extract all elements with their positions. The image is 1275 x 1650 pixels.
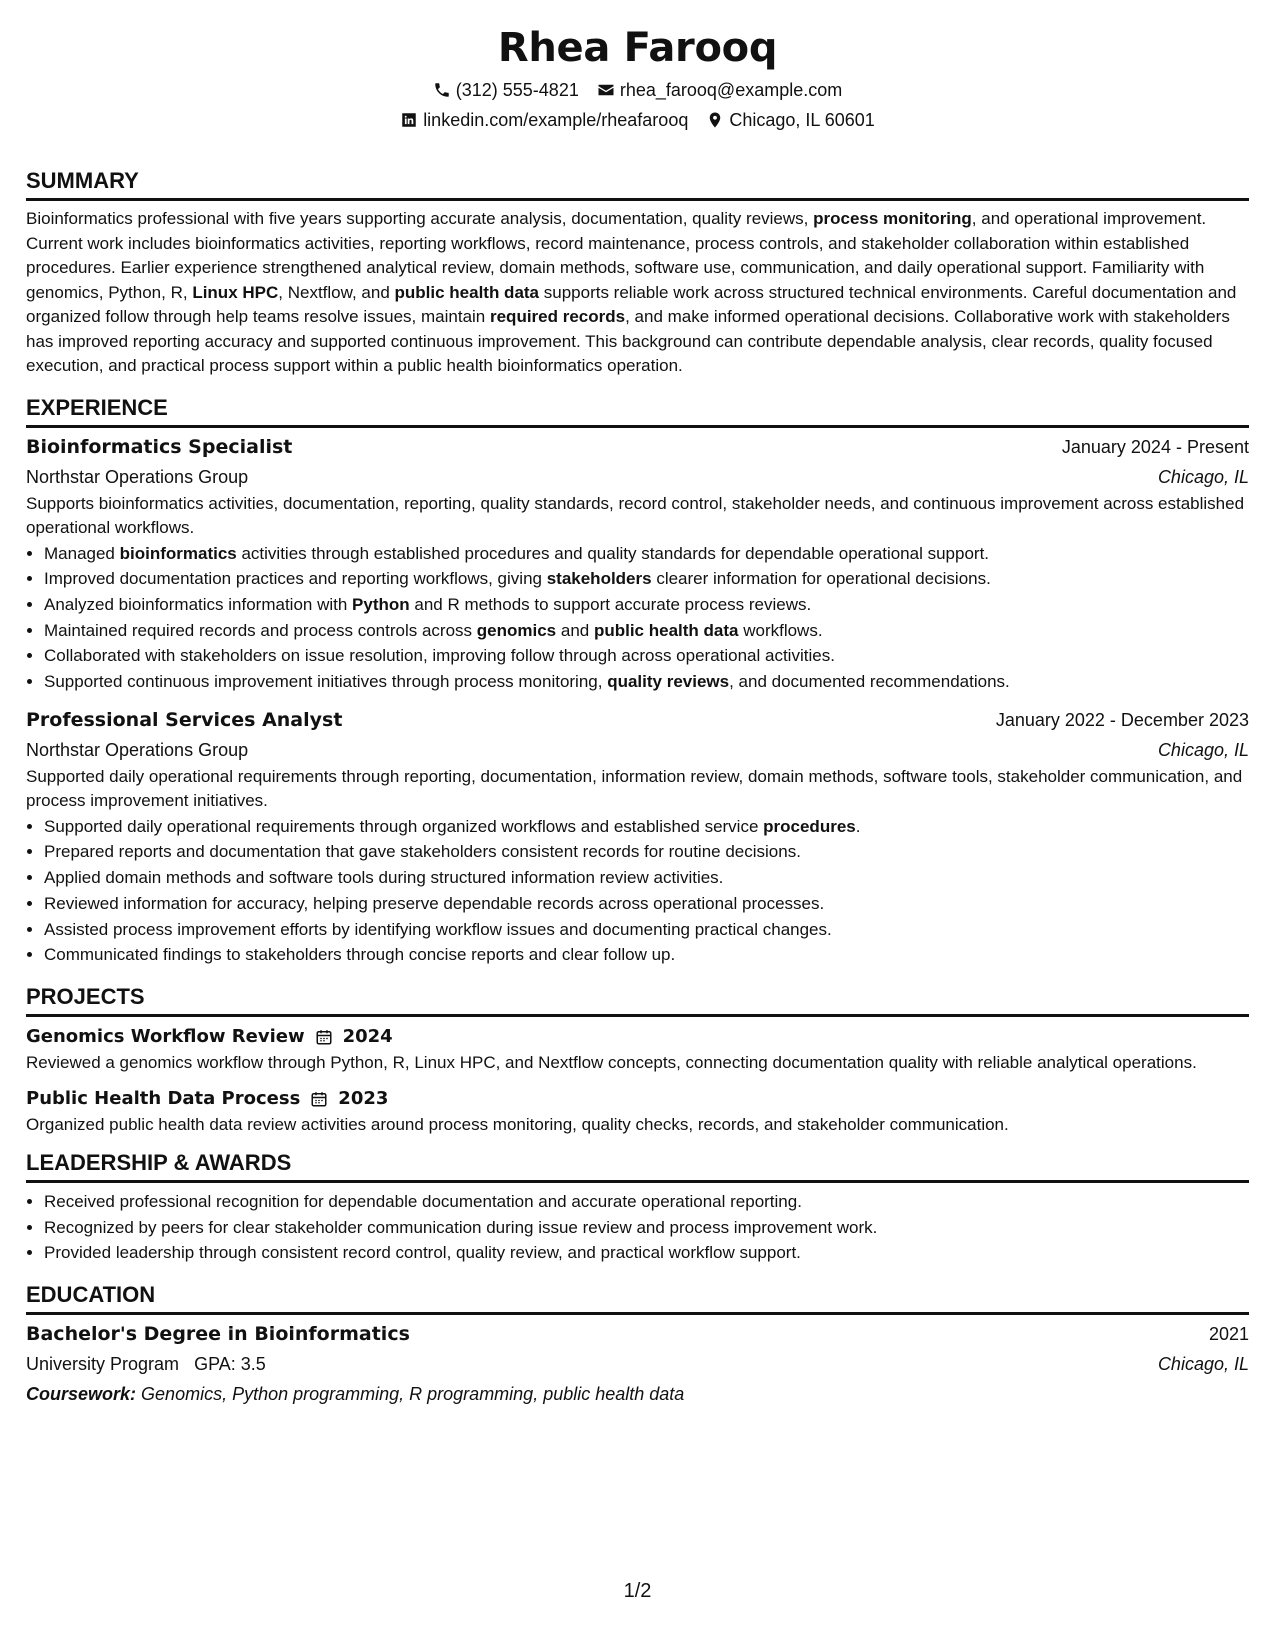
project-year: 2024	[342, 1025, 393, 1047]
project-entry-1	[26, 1023, 1249, 1076]
experience-section	[26, 393, 1249, 968]
job-title: Bioinformatics Specialist	[26, 435, 293, 458]
envelope-icon	[597, 81, 615, 99]
job-bullets	[26, 541, 1249, 695]
job-entry-2	[26, 705, 1249, 968]
leadership-bullets	[26, 1189, 1249, 1266]
map-pin-icon	[706, 111, 724, 129]
resume-page	[26, 22, 1249, 1409]
calendar-icon	[315, 1028, 333, 1046]
list-item: • Communicated findings to stakeholders through concise reports and clear follow up.	[44, 942, 1249, 968]
project-year: 2023	[338, 1088, 389, 1110]
list-item: • Reviewed information for accuracy, helping preserve dependable records across operational processes.	[44, 891, 1249, 917]
section-title-summary: SUMMARY	[26, 166, 1249, 201]
location-text: Chicago, IL 60601	[729, 110, 875, 130]
education-program: University Program GPA: 3.5	[26, 1354, 266, 1375]
list-item: • Received professional recognition for dependable documentation and accurate operational reporting.	[44, 1189, 1249, 1215]
page-number: 1/2	[623, 1580, 652, 1602]
project-description: Reviewed a genomics workflow through Python, R, Linux HPC, and Nextflow concepts, connecting documentation quality with reliable analytical operations.	[26, 1052, 1197, 1072]
coursework: Coursework: Genomics, Python programming, R programming, public health data	[26, 1384, 685, 1405]
summary-paragraph: Bioinformatics professional with five years supporting accurate analysis, documentation, quality reviews, process monitoring, and operational improvement. Current work includes bioinformatics activities, reporting workflows, record maintenance, process controls, and stakeholder collaboration within established procedures. Earlier experience strengthened analytical review, domain methods, software use, communication, and daily operational support. Familiarity with genomics, Python, R, Linux HPC, Nextflow, and public health data supports reliable work across structured technical environments. Careful documentation and organized follow through help teams resolve issues, maintain required records, and make informed operational decisions. Collaborative work with stakeholders has improved reporting accuracy and supported continuous improvement. This background can contribute dependable analysis, clear records, quality focused execution, and practical process support within a public health bioinformatics operation.	[26, 209, 1237, 375]
graduation-year: 2021	[1208, 1324, 1249, 1345]
job-location: Chicago, IL	[1157, 466, 1249, 487]
phone-icon	[433, 81, 451, 99]
list-item: • Analyzed bioinformatics information with Python and R methods to support accurate process reviews.	[44, 592, 1249, 618]
list-item: • Provided leadership through consistent record control, quality review, and practical workflow support.	[44, 1240, 1249, 1266]
section-title-experience: EXPERIENCE	[26, 393, 1249, 428]
contact-row-1	[26, 76, 1249, 104]
job-title: Professional Services Analyst	[26, 708, 343, 731]
phone-contact	[433, 76, 579, 104]
resume-header	[26, 22, 1249, 134]
education-section	[26, 1280, 1249, 1409]
section-title-projects: PROJECTS	[26, 982, 1249, 1017]
list-item: • Maintained required records and process controls across genomics and public health data workflows.	[44, 618, 1249, 644]
gpa: GPA: 3.5	[194, 1354, 266, 1375]
contact-row-2	[26, 106, 1249, 134]
project-name: Public Health Data Process	[26, 1088, 301, 1110]
job-company: Northstar Operations Group	[26, 739, 249, 760]
job-date: January 2024 - Present	[1061, 436, 1249, 457]
job-location: Chicago, IL	[1157, 739, 1249, 760]
job-company: Northstar Operations Group	[26, 466, 249, 487]
linkedin-url[interactable]: linkedin.com/example/rheafarooq	[423, 110, 689, 130]
list-item: • Recognized by peers for clear stakeholder communication during issue review and process improvement work.	[44, 1215, 1249, 1241]
phone-number: (312) 555-4821	[455, 80, 579, 100]
email-contact[interactable]	[597, 76, 842, 104]
job-description: Supported daily operational requirements through reporting, documentation, information review, domain methods, software tools, stakeholder communication, and process improvement initiatives.	[26, 766, 1243, 811]
education-location: Chicago, IL	[1157, 1354, 1249, 1375]
section-title-education: EDUCATION	[26, 1280, 1249, 1315]
job-date: January 2022 - December 2023	[995, 709, 1249, 730]
job-description: Supports bioinformatics activities, documentation, reporting, quality standards, record control, stakeholder needs, and continuous improvement across established operational workflows.	[26, 493, 1245, 537]
list-item: • Collaborated with stakeholders on issue resolution, improving follow through across operational activities.	[44, 643, 1249, 669]
summary-section	[26, 166, 1249, 379]
linkedin-icon	[400, 111, 418, 129]
projects-section	[26, 982, 1249, 1138]
email-address[interactable]: rhea_farooq@example.com	[619, 80, 843, 100]
list-item: • Supported daily operational requirements through organized workflows and established service procedures.	[44, 814, 1249, 840]
project-description: Organized public health data review activities around process monitoring, quality checks, records, and stakeholder communication.	[26, 1115, 1009, 1135]
project-entry-2	[26, 1085, 1249, 1138]
leadership-section	[26, 1148, 1249, 1266]
list-item: • Managed bioinformatics activities through established procedures and quality standards for dependable operational support.	[44, 541, 1249, 567]
list-item: • Applied domain methods and software tools during structured information review activities.	[44, 865, 1249, 891]
linkedin-contact[interactable]	[400, 106, 688, 134]
job-entry-1	[26, 432, 1249, 695]
section-title-leadership: LEADERSHIP & AWARDS	[26, 1148, 1249, 1183]
location-contact	[706, 106, 874, 134]
list-item: • Assisted process improvement efforts by identifying workflow issues and documenting practical changes.	[44, 917, 1249, 943]
calendar-icon	[310, 1090, 328, 1108]
project-name: Genomics Workflow Review	[26, 1025, 305, 1047]
list-item: • Improved documentation practices and reporting workflows, giving stakeholders clearer information for operational decisions.	[44, 566, 1249, 592]
candidate-name: Rhea Farooq	[497, 25, 778, 71]
list-item: • Supported continuous improvement initiatives through process monitoring, quality reviews, and documented recommendations.	[44, 669, 1249, 695]
list-item: • Prepared reports and documentation that gave stakeholders consistent records for routine decisions.	[44, 839, 1249, 865]
job-bullets	[26, 814, 1249, 968]
degree-title: Bachelor's Degree in Bioinformatics	[26, 1323, 410, 1346]
